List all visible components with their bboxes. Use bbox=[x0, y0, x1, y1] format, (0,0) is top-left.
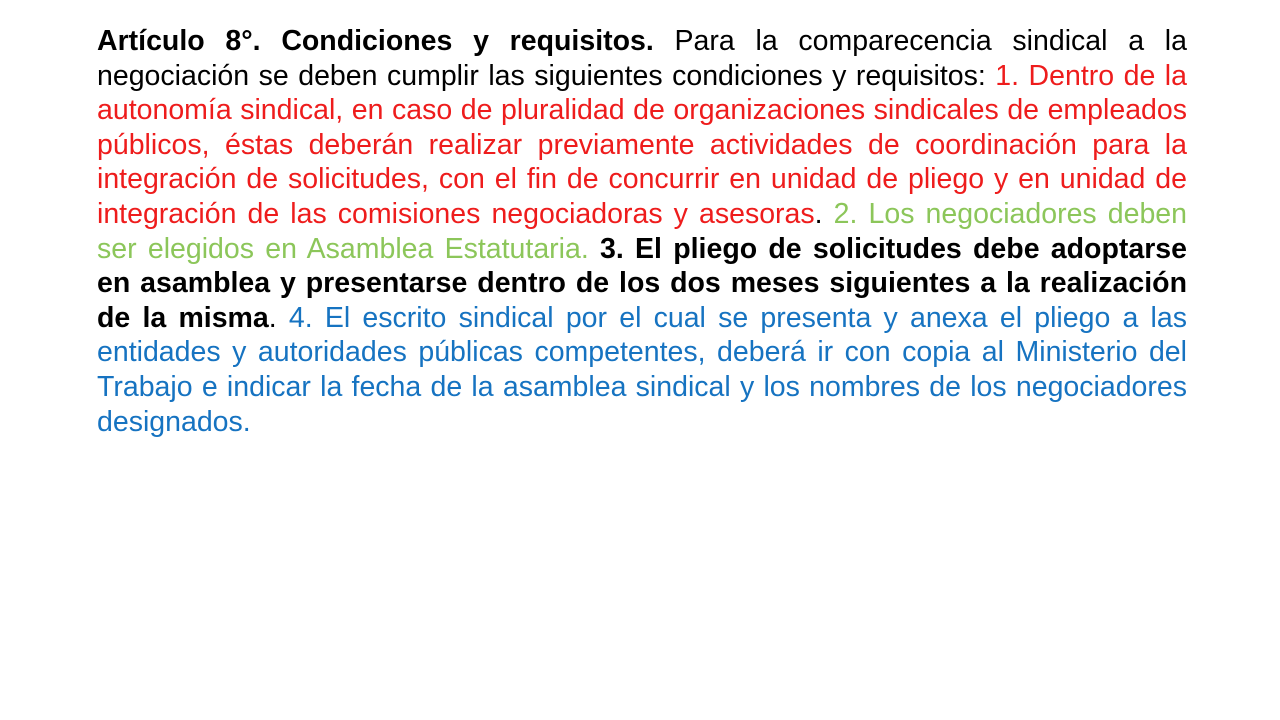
separator-2 bbox=[589, 233, 600, 265]
requirement-3: 3. El pliego de solicitudes debe adoptarse en asamblea y presentarse dentro de los dos meses siguientes a la realización de la misma bbox=[97, 232, 1187, 334]
article-intro: Para la comparecencia sindical a la negociación se deben cumplir las siguientes condiciones y requisitos: bbox=[97, 25, 1187, 92]
separator-1: . bbox=[814, 197, 834, 230]
article-heading: Artículo 8°. Condiciones y requisitos. bbox=[97, 25, 654, 57]
requirement-2: 2. Los negociadores deben ser elegidos en Asamblea Estatutaria. bbox=[97, 197, 1188, 265]
separator-3: . bbox=[268, 301, 289, 334]
requirement-1: 1. Dentro de la autonomía sindical, en caso de pluralidad de organizaciones sindicales de empleados públicos, éstas deberán realizar previamente actividades de coordinación para la integración de solicitudes, con el fin de concurrir en unidad de pliego y en unidad de integración de las comisiones negociadoras y asesoras bbox=[97, 59, 1187, 230]
requirement-4: 4. El escrito sindical por el cual se presenta y anexa el pliego a las entidades y autoridades públicas competentes, deberá ir con copia al Ministerio del Trabajo e indicar la fecha de la asamblea sindical y los nombres de los negociadores designados. bbox=[97, 301, 1187, 438]
article-paragraph bbox=[97, 24, 1187, 439]
